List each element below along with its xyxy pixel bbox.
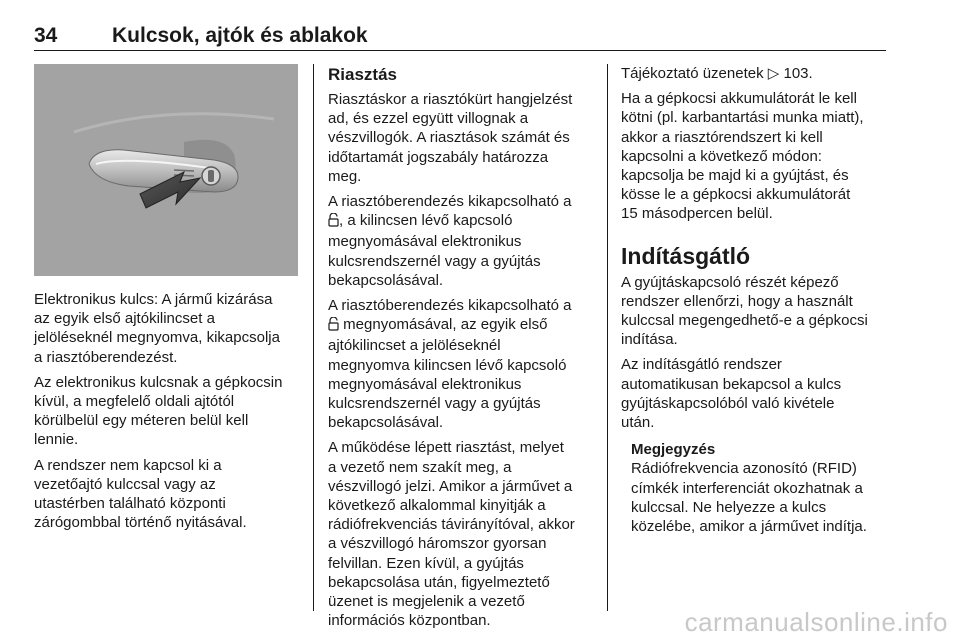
unlock-icon [328, 317, 339, 336]
door-handle-illustration [34, 64, 298, 276]
body-paragraph: Az indításgátló rendszer automatikusan bekapcsol a kulcs gyújtáskapcsolóból való kivétele után. [621, 356, 842, 432]
section-heading-alarm: Riasztás [328, 65, 397, 84]
body-paragraph: A rendszer nem kapcsol ki a vezetőajtó kulccsal vagy az utastérben található központi zárógombbal történő nyitásával. [34, 456, 247, 532]
body-paragraph: A riasztóberendezés kikapcsolható a megnyomásával, az egyik első ajtókilincset a jelöléseknél megnyomva kilincsen lévő kapcsoló megnyomásával elektronikus kulcsrendszernél vagy a gyújtás bekapcsolásával. [328, 297, 572, 432]
right-column [621, 64, 893, 536]
column-divider [313, 64, 314, 611]
note-box: Megjegyzés Rádiófrekvencia azonosító (RFID) címkék interferenciát okozhatnak a kulccsal. Ne helyezze a kulcs közelébe, amikor a járművet indítja. [631, 440, 893, 536]
watermark: carmanualsonline.info [684, 607, 948, 637]
page-number: 34 [34, 24, 58, 47]
body-paragraph: Az elektronikus kulcsnak a gépkocsin kívül, a megfelelő oldali ajtótól körülbelül egy méteren belül kell lennie. [34, 373, 283, 449]
page-header [34, 24, 886, 51]
door-handle-icon [34, 64, 298, 276]
body-paragraph: A gyújtáskapcsoló részét képező rendszer ellenőrzi, hogy a használt kulccsal megengedhető-e a gépkocsi indítása. [621, 273, 868, 349]
body-paragraph: A működése lépett riasztást, melyet a vezető nem szakít meg, a vészvillogó jelzi. Amikor a járművet a következő alkalommal kinyitják a rádiófrekvenciás távirányítóval, akkor a vészvillogó háromszor gyorsan felvillan. Ezen kívül, a gyújtás bekapcsolása után, figyelmeztető üzenet is megjelenik a vezető információs központban. [328, 439, 575, 630]
body-paragraph: A riasztóberendezés kikapcsolható a , a kilincsen lévő kapcsoló megnyomásával elektronikus kulcsrendszernél vagy a gyújtás bekapcsolásával. [328, 193, 572, 289]
unlock-icon [328, 213, 339, 232]
body-paragraph: Riasztáskor a riasztókürt hangjelzést ad, és ezzel együtt villognak a vészvillogók. A riasztások számát és időtartamát jogszabály határozza meg. [328, 91, 573, 185]
column-divider [607, 64, 608, 611]
left-column [34, 64, 300, 538]
body-paragraph: Tájékoztató üzenetek ▷ 103. [621, 65, 813, 82]
page-reference-arrow-icon: ▷ [767, 65, 780, 82]
section-heading-immobiliser: Indításgátló [621, 242, 751, 269]
body-paragraph: Ha a gépkocsi akkumulátorát le kell kötni (pl. karbantartási munka miatt), akkor a riasztórendszert ki kell kapcsolni a következő módon: kapcsolja be majd ki a gyújtást, és kösse le a gépkocsi akkumulátorát 15 másodpercen belül. [621, 90, 864, 223]
caption-paragraph: Elektronikus kulcs: A jármű kizárása az egyik első ajtókilincset a jelöléseknél megnyomva, kikapcsolja a riasztóberendezést. [34, 291, 280, 366]
note-title: Megjegyzés [631, 441, 716, 459]
middle-column [328, 64, 596, 636]
chapter-title: Kulcsok, ajtók és ablakok [112, 24, 368, 47]
